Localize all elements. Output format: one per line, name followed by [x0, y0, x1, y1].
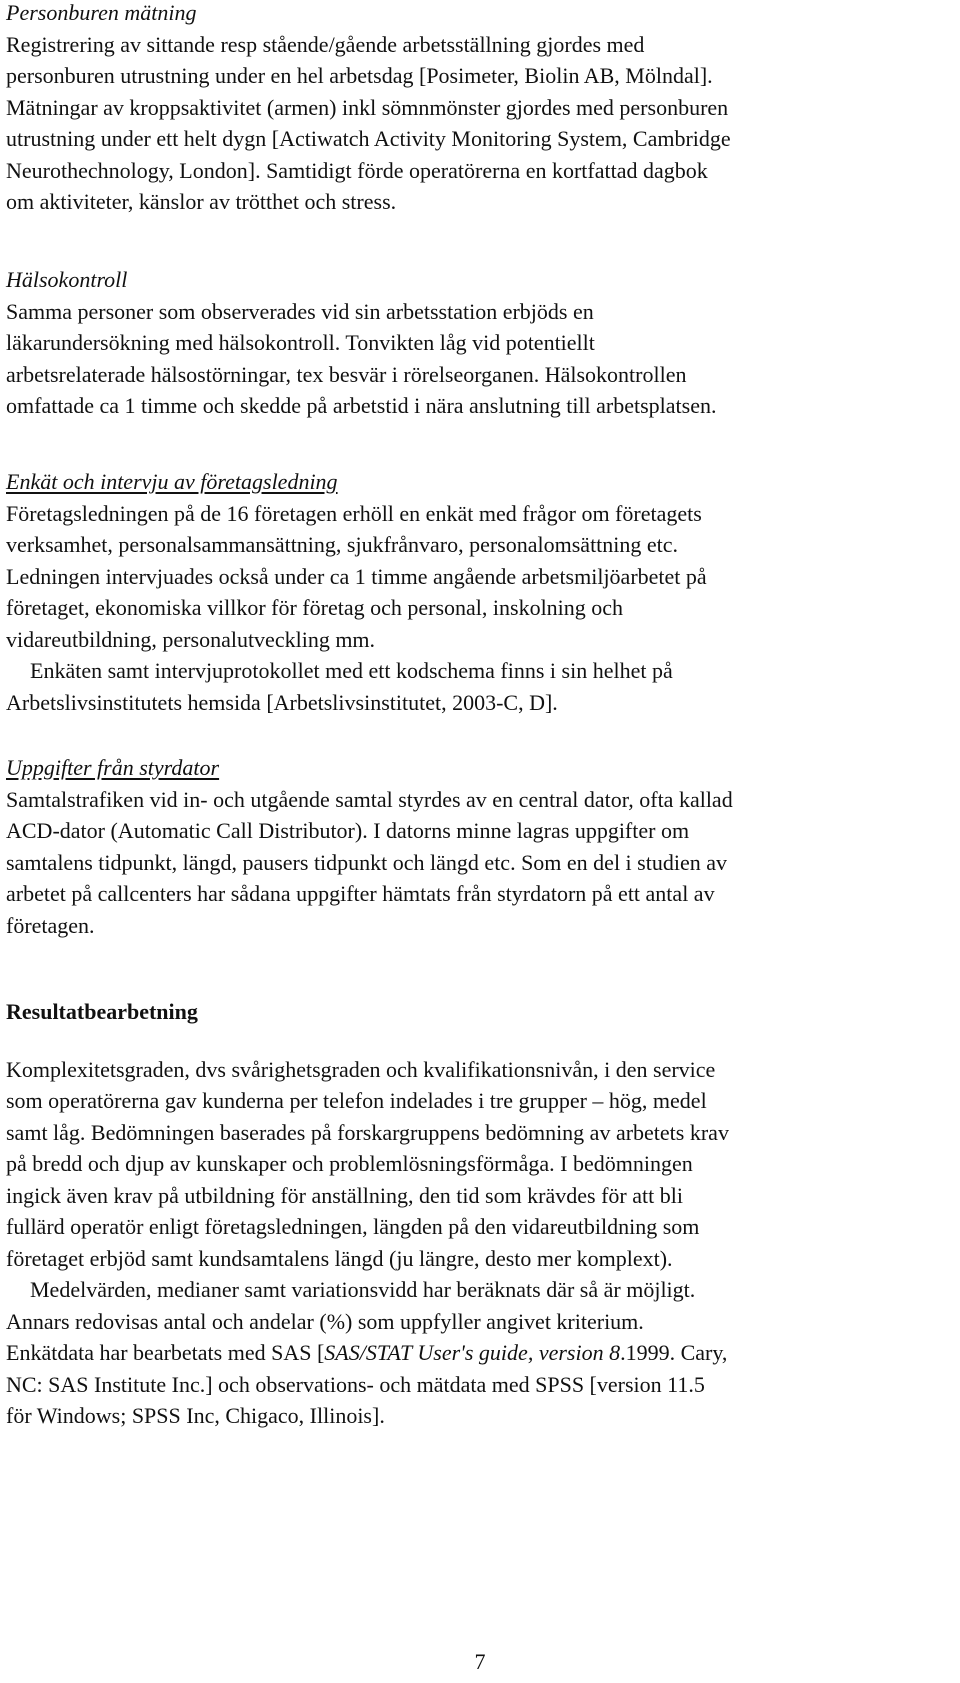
text-line: personburen utrustning under en hel arbetsdag [Posimeter, Biolin AB, Mölndal].: [6, 63, 713, 88]
text-line: Medelvärden, medianer samt variationsvidd har beräknats där så är möjligt.: [30, 1277, 696, 1302]
text-span: .1999. Cary,: [620, 1340, 728, 1365]
text-line: på bredd och djup av kunskaper och problemlösningsförmåga. I bedömningen: [6, 1151, 693, 1176]
section-body: [6, 296, 717, 422]
text-line: företagen.: [6, 912, 95, 938]
text-line: ACD-dator (Automatic Call Distributor). I datorns minne lagras uppgifter om: [6, 818, 690, 843]
text-line: Registrering av sittande resp stående/gående arbetsställning gjordes med: [6, 31, 645, 57]
text-line: verksamhet, personalsammansättning, sjukfrånvaro, personalomsättning etc.: [6, 532, 679, 557]
section-halsokontroll: [6, 264, 717, 422]
text-line: Komplexitetsgraden, dvs svårighetsgraden och kvalifikationsnivån, i den service: [6, 1056, 716, 1082]
text-line: Samma personer som observerades vid sin arbetsstation erbjöds en: [6, 298, 594, 324]
section-resultat: [6, 996, 729, 1432]
section-body: [6, 1054, 729, 1432]
section-personburen: [6, 0, 731, 218]
section-body: [6, 498, 707, 719]
text-line: Ledningen intervjuades också under ca 1 timme angående arbetsmiljöarbetet på: [6, 563, 707, 589]
section-heading: Uppgifter från styrdator: [6, 755, 220, 780]
section-body: [6, 784, 733, 942]
text-line-with-citation: [6, 1337, 729, 1369]
text-line: Annars redovisas antal och andelar (%) som uppfyller angivet kriterium.: [6, 1308, 644, 1334]
text-line: företaget erbjöd samt kundsamtalens längd (ju längre, desto mer komplext).: [6, 1245, 673, 1271]
text-line: fullärd operatör enligt företagsledningen, längden på den vidareutbildning som: [6, 1214, 700, 1239]
section-heading: Hälsokontroll: [6, 267, 128, 292]
text-span: Enkätdata har bearbetats med SAS [: [6, 1340, 325, 1365]
text-line: företaget, ekonomiska villkor för företag och personal, inskolning och: [6, 595, 624, 620]
section-styrdator: [6, 752, 733, 941]
section-body: [6, 29, 731, 218]
text-line: Företagsledningen på de 16 företagen erhöll en enkät med frågor om företagets: [6, 500, 702, 526]
text-line: utrustning under ett helt dygn [Actiwatch Activity Monitoring System, Cambridge: [6, 126, 731, 151]
text-line: samt låg. Bedömningen baserades på forskargruppens bedömning av arbetets krav: [6, 1119, 729, 1145]
text-line: Samtalstrafiken vid in- och utgående samtal styrdes av en central dator, ofta kallad: [6, 786, 733, 812]
page-number: 7: [474, 1649, 486, 1674]
text-line: omfattade ca 1 timme och skedde på arbetstid i nära anslutning till arbetsplatsen.: [6, 393, 717, 418]
text-line: för Windows; SPSS Inc, Chigaco, Illinois].: [6, 1403, 385, 1428]
text-line: ingick även krav på utbildning för anställning, den tid som krävdes för att bli: [6, 1182, 683, 1208]
text-line: om aktiviteter, känslor av trötthet och stress.: [6, 189, 397, 214]
text-line: som operatörerna gav kunderna per telefon indelades i tre grupper – hög, medel: [6, 1088, 707, 1113]
section-heading: Enkät och intervju av företagsledning: [6, 469, 338, 494]
section-enkat: [6, 466, 707, 718]
text-line: samtalens tidpunkt, längd, pausers tidpunkt och längd etc. Som en del i studien av: [6, 849, 727, 875]
text-line: NC: SAS Institute Inc.] och observations- och mätdata med SPSS [version 11.5: [6, 1371, 705, 1397]
section-heading: Personburen mätning: [6, 0, 197, 25]
text-line: arbetet på callcenters har sådana uppgifter hämtats från styrdatorn på ett antal av: [6, 881, 715, 906]
text-line: arbetsrelaterade hälsostörningar, tex besvär i rörelseorganen. Hälsokontrollen: [6, 361, 687, 387]
citation-title: SAS/STAT User's guide, version 8: [324, 1340, 621, 1365]
text-line: Mätningar av kroppsaktivitet (armen) inkl sömnmönster gjordes med personburen: [6, 94, 729, 120]
text-line: vidareutbildning, personalutveckling mm.: [6, 626, 376, 652]
text-line: Neurothechnology, London]. Samtidigt förde operatörerna en kortfattad dagbok: [6, 157, 708, 183]
text-line: Enkäten samt intervjuprotokollet med ett kodschema finns i sin helhet på: [30, 658, 673, 683]
text-line: Arbetslivsinstitutets hemsida [Arbetslivsinstitutet, 2003-C, D].: [6, 689, 558, 715]
section-heading: Resultatbearbetning: [6, 999, 198, 1024]
text-line: läkarundersökning med hälsokontroll. Tonvikten låg vid potentiellt: [6, 330, 595, 355]
